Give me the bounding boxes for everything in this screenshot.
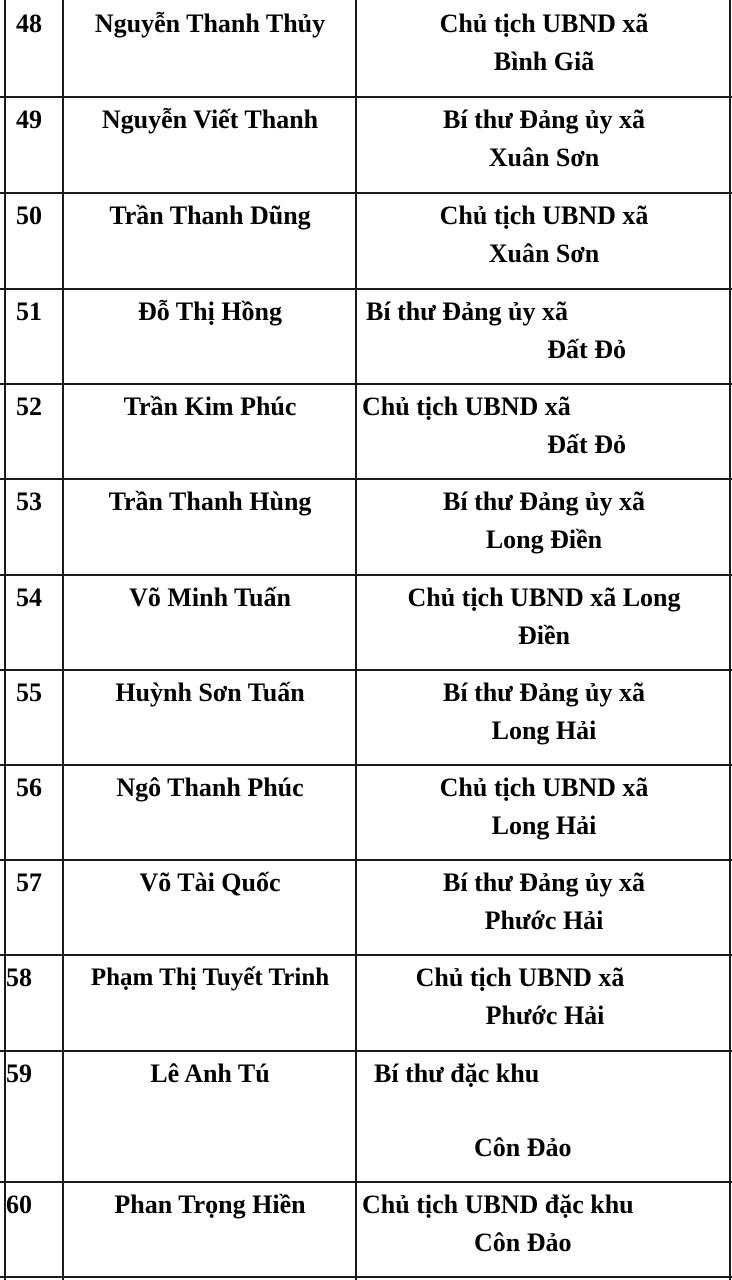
position-title: Chủ tịch UBND xã Long Điền (407, 583, 681, 650)
row-number: 55 (16, 678, 42, 707)
row-divider (0, 1276, 732, 1278)
position-title: Bí thư Đảng ủy xã Long Điền (443, 487, 645, 554)
position-title: Bí thư Đảng ủy xã Đất Đỏ (366, 297, 626, 364)
row-number: 54 (16, 583, 42, 612)
row-number: 59 (6, 1059, 32, 1088)
row-divider (0, 764, 732, 766)
row-divider (0, 954, 732, 956)
row-number: 49 (16, 105, 42, 134)
position-title: Bí thư Đảng ủy xã Long Hải (443, 678, 645, 745)
row-divider (0, 192, 732, 194)
position-title: Chủ tịch UBND xã Long Hải (439, 773, 649, 840)
person-name: Trần Thanh Hùng (108, 487, 312, 516)
person-name: Nguyễn Viết Thanh (101, 105, 319, 134)
person-name: Huỳnh Sơn Tuấn (115, 678, 305, 707)
row-number: 58 (6, 963, 32, 992)
row-number: 52 (16, 392, 42, 421)
row-number: 60 (6, 1190, 32, 1219)
row-divider (0, 1181, 732, 1183)
position-title: Chủ tịch UBND xã Bình Giã (439, 9, 649, 76)
person-name: Đỗ Thị Hồng (137, 297, 282, 326)
row-number: 50 (16, 201, 42, 230)
position-title: Chủ tịch UBND đặc khu Côn Đảo (362, 1190, 634, 1257)
position-title: Chủ tịch UBND xã Đất Đỏ (362, 392, 626, 459)
position-title: Chủ tịch UBND xã Xuân Sơn (439, 201, 649, 268)
row-divider (0, 288, 732, 290)
person-name: Võ Minh Tuấn (129, 583, 291, 612)
row-divider (0, 1050, 732, 1052)
person-name: Trần Thanh Dũng (109, 201, 311, 230)
row-number: 48 (16, 9, 42, 38)
row-divider (0, 574, 732, 576)
position-title: Chủ tịch UBND xã Phước Hải (415, 963, 625, 1030)
person-name: Võ Tài Quốc (139, 868, 281, 897)
row-number: 56 (16, 773, 42, 802)
row-divider (0, 478, 732, 480)
person-name: Lê Anh Tú (150, 1059, 270, 1088)
person-name: Trần Kim Phúc (123, 392, 297, 421)
row-divider (0, 859, 732, 861)
person-name: Ngô Thanh Phúc (116, 773, 304, 802)
person-name: Phan Trọng Hiền (114, 1190, 306, 1219)
position-title: Bí thư Đảng ủy xã Xuân Sơn (443, 105, 645, 172)
row-divider (0, 96, 732, 98)
row-divider (0, 383, 732, 385)
row-number: 51 (16, 297, 42, 326)
person-name: Phạm Thị Tuyết Trinh (90, 964, 330, 991)
position-title: Bí thư đặc khu Côn Đảo (374, 1059, 572, 1162)
row-number: 57 (16, 868, 42, 897)
position-title: Bí thư Đảng ủy xã Phước Hải (443, 868, 645, 935)
row-number: 53 (16, 487, 42, 516)
person-name: Nguyễn Thanh Thủy (94, 9, 326, 38)
row-divider (0, 669, 732, 671)
